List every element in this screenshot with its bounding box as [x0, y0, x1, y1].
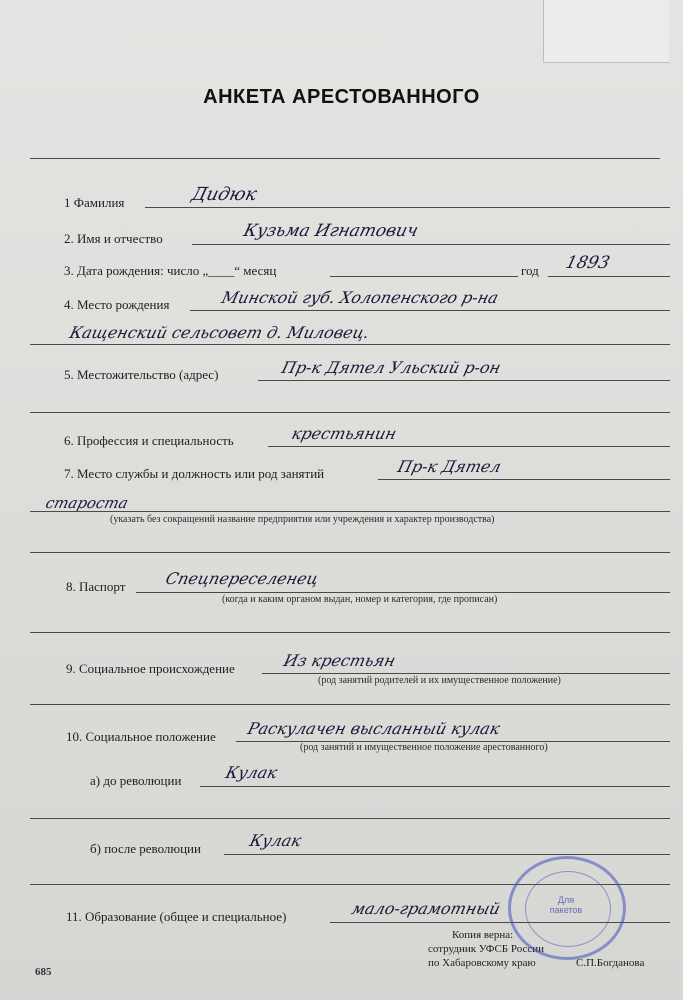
field-passport-note: (когда и каким органом выдан, номер и категория, где прописан) [222, 594, 498, 605]
field-passport-line [136, 592, 670, 593]
field-birthdate-year-line [548, 276, 670, 277]
field-origin-note: (род занятий родителей и их имущественное положение) [318, 675, 561, 686]
field-before-revolution-line [200, 786, 670, 787]
certification-line-1: Копия верна: [452, 929, 514, 941]
field-before-revolution-value: Кулак [223, 763, 280, 782]
field-education-label: 11. Образование (общее и специальное) [66, 909, 287, 924]
field-after-revolution-line [224, 854, 670, 855]
field-before-revolution-label: а) до революции [90, 773, 182, 788]
field-address-label: 5. Местожительство (адрес) [64, 367, 219, 382]
certification-line-2: сотрудник УФСБ России [428, 943, 545, 955]
field-address-line-2 [30, 412, 670, 413]
field-birthdate-label: 3. Дата рождения: число „____“ месяц [64, 263, 277, 278]
field-before-revolution-line-2 [30, 818, 670, 819]
field-address-value: Пр-к Дятел Ульский р-он [279, 358, 503, 377]
field-workplace-value: Пр-к Дятел [395, 457, 504, 476]
field-workplace-line-3 [30, 552, 670, 553]
certification-line-3: по Хабаровскому краю [428, 957, 536, 969]
certification-signature: С.П.Богданова [576, 957, 645, 969]
field-social-status-note: (род занятий и имущественное положение арестованного) [300, 742, 548, 753]
paper-tab [543, 0, 669, 63]
field-origin-line-2 [30, 704, 670, 705]
field-social-status-label: 10. Социальное положение [66, 729, 216, 744]
official-stamp [508, 856, 626, 960]
field-name-label: 2. Имя и отчество [64, 231, 163, 246]
field-origin-value: Из крестьян [281, 651, 398, 670]
field-profession-label: 6. Профессия и специальность [64, 433, 234, 448]
field-origin-line [262, 673, 670, 674]
field-origin-label: 9. Социальное происхождение [66, 661, 235, 676]
field-workplace-value-2: староста [43, 494, 131, 512]
field-social-status-value: Раскулачен высланный кулак [245, 719, 503, 738]
field-passport-line-2 [30, 632, 670, 633]
field-passport-label: 8. Паспорт [66, 579, 126, 594]
field-profession-line [268, 446, 670, 447]
field-workplace-label: 7. Место службы и должность или род занятий [64, 466, 325, 481]
stamp-text: Для пакетов [549, 895, 583, 915]
field-address-line [258, 380, 670, 381]
field-name-line [192, 244, 670, 245]
field-surname-value: Дидюк [189, 184, 259, 205]
field-birthdate-year-value: 1893 [563, 253, 612, 273]
field-birthplace-value-2: Кащенский сельсовет д. Миловец. [67, 323, 372, 342]
field-birthplace-label: 4. Место рождения [64, 297, 170, 312]
field-birthdate-month-line [330, 276, 518, 277]
field-workplace-line-2 [30, 511, 670, 512]
page-number: 685 [35, 966, 52, 978]
field-passport-value: Спецпереселенец [163, 569, 321, 588]
field-surname-line [145, 207, 670, 208]
field-birthplace-line-2 [30, 344, 670, 345]
field-after-revolution-label: б) после революции [90, 841, 201, 856]
field-after-revolution-value: Кулак [247, 831, 304, 850]
field-birthplace-line [190, 310, 670, 311]
title-underline [30, 158, 660, 159]
field-birthdate-year-label: год [521, 263, 539, 278]
field-workplace-note: (указать без сокращений название предприятия или учреждения и характер производства) [110, 514, 495, 525]
field-birthplace-value: Минской губ. Холопенского р-на [219, 288, 501, 307]
field-education-value: мало-грамотный [349, 899, 503, 918]
field-profession-value: крестьянин [289, 424, 399, 443]
document-title: АНКЕТА АРЕСТОВАННОГО [203, 86, 480, 108]
field-surname-label: 1 Фамилия [64, 195, 125, 210]
field-workplace-line [378, 479, 670, 480]
field-name-value: Кузьма Игнатович [241, 221, 421, 241]
